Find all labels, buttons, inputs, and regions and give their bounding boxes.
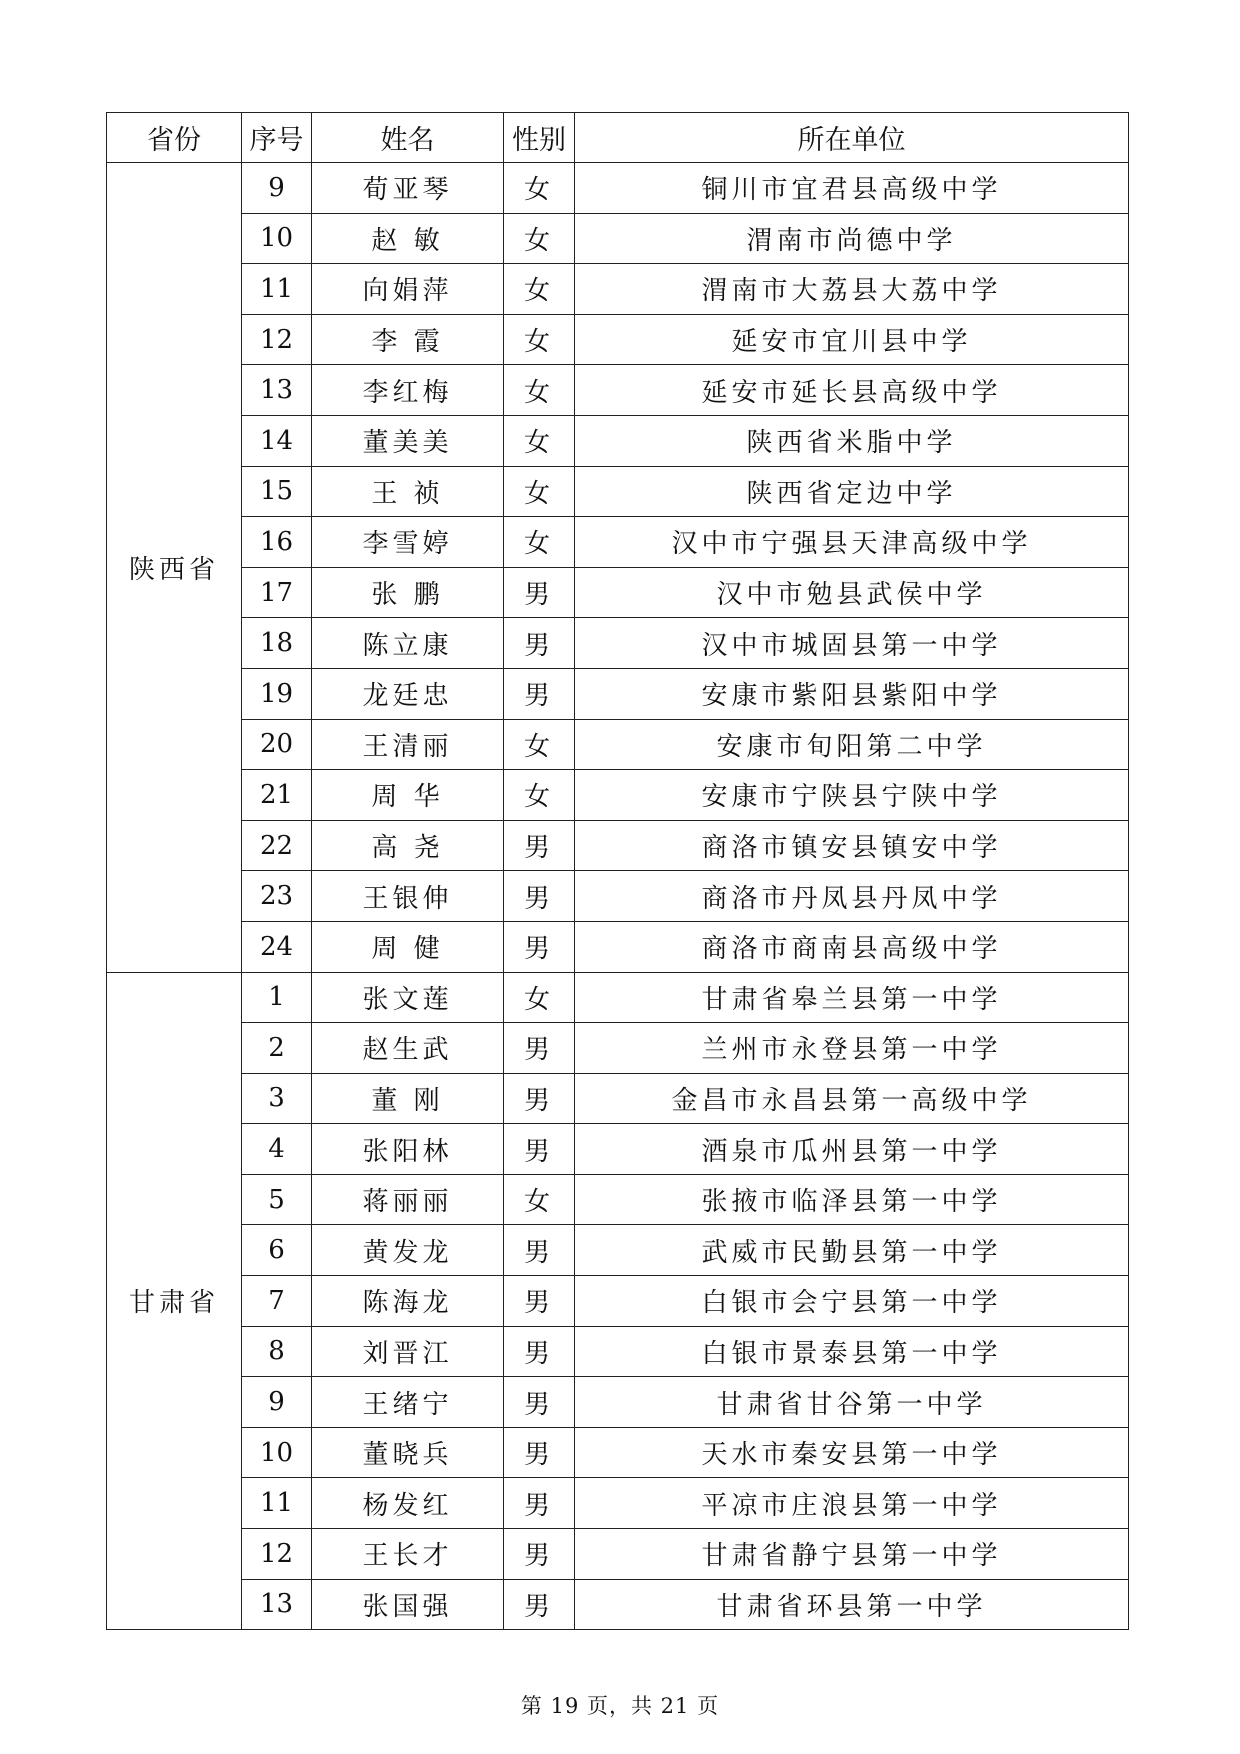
row-number-cell: 21 bbox=[242, 770, 312, 821]
unit-cell: 安康市紫阳县紫阳中学 bbox=[575, 668, 1129, 719]
table-row bbox=[107, 213, 1129, 264]
name-cell: 向娟萍 bbox=[312, 264, 504, 315]
gender-cell: 男 bbox=[504, 1478, 575, 1529]
name-cell: 刘晋江 bbox=[312, 1326, 504, 1377]
table-row bbox=[107, 1023, 1129, 1074]
table-row bbox=[107, 1276, 1129, 1327]
row-number-cell: 13 bbox=[242, 1579, 312, 1630]
province-cell: 甘肃省 bbox=[107, 972, 242, 1630]
gender-cell: 女 bbox=[504, 719, 575, 770]
gender-cell: 女 bbox=[504, 466, 575, 517]
province-cell: 陕西省 bbox=[107, 163, 242, 973]
gender-cell: 男 bbox=[504, 871, 575, 922]
unit-cell: 白银市会宁县第一中学 bbox=[575, 1276, 1129, 1327]
name-cell: 王 祯 bbox=[312, 466, 504, 517]
row-number-cell: 15 bbox=[242, 466, 312, 517]
table-row bbox=[107, 1529, 1129, 1580]
row-number-cell: 6 bbox=[242, 1225, 312, 1276]
row-number-cell: 7 bbox=[242, 1276, 312, 1327]
gender-cell: 男 bbox=[504, 1377, 575, 1428]
name-cell: 杨发红 bbox=[312, 1478, 504, 1529]
name-cell: 王银伸 bbox=[312, 871, 504, 922]
name-cell: 陈立康 bbox=[312, 618, 504, 669]
name-cell: 赵生武 bbox=[312, 1023, 504, 1074]
unit-cell: 商洛市丹凤县丹凤中学 bbox=[575, 871, 1129, 922]
row-number-cell: 2 bbox=[242, 1023, 312, 1074]
row-number-cell: 24 bbox=[242, 921, 312, 972]
unit-cell: 武威市民勤县第一中学 bbox=[575, 1225, 1129, 1276]
unit-cell: 汉中市城固县第一中学 bbox=[575, 618, 1129, 669]
unit-cell: 酒泉市瓜州县第一中学 bbox=[575, 1124, 1129, 1175]
gender-cell: 男 bbox=[504, 1529, 575, 1580]
gender-cell: 男 bbox=[504, 1023, 575, 1074]
gender-cell: 男 bbox=[504, 1225, 575, 1276]
unit-cell: 甘肃省甘谷第一中学 bbox=[575, 1377, 1129, 1428]
row-number-cell: 9 bbox=[242, 1377, 312, 1428]
table-row bbox=[107, 1377, 1129, 1428]
unit-cell: 安康市旬阳第二中学 bbox=[575, 719, 1129, 770]
gender-cell: 男 bbox=[504, 668, 575, 719]
table-row bbox=[107, 415, 1129, 466]
gender-cell: 女 bbox=[504, 415, 575, 466]
table-row bbox=[107, 1478, 1129, 1529]
name-cell: 张 鹏 bbox=[312, 567, 504, 618]
header-unit: 所在单位 bbox=[575, 113, 1129, 163]
name-cell: 周 华 bbox=[312, 770, 504, 821]
name-cell: 高 尧 bbox=[312, 820, 504, 871]
row-number-cell: 8 bbox=[242, 1326, 312, 1377]
gender-cell: 女 bbox=[504, 163, 575, 214]
header-gender: 性别 bbox=[504, 113, 575, 163]
name-cell: 李雪婷 bbox=[312, 517, 504, 568]
gender-cell: 男 bbox=[504, 820, 575, 871]
header-name: 姓名 bbox=[312, 113, 504, 163]
table-row bbox=[107, 567, 1129, 618]
unit-cell: 甘肃省环县第一中学 bbox=[575, 1579, 1129, 1630]
row-number-cell: 16 bbox=[242, 517, 312, 568]
row-number-cell: 1 bbox=[242, 972, 312, 1023]
unit-cell: 延安市宜川县中学 bbox=[575, 314, 1129, 365]
table-row bbox=[107, 1073, 1129, 1124]
name-cell: 张国强 bbox=[312, 1579, 504, 1630]
table-row bbox=[107, 719, 1129, 770]
table-row bbox=[107, 314, 1129, 365]
gender-cell: 男 bbox=[504, 567, 575, 618]
unit-cell: 天水市秦安县第一中学 bbox=[575, 1427, 1129, 1478]
unit-cell: 白银市景泰县第一中学 bbox=[575, 1326, 1129, 1377]
gender-cell: 男 bbox=[504, 1326, 575, 1377]
gender-cell: 女 bbox=[504, 972, 575, 1023]
row-number-cell: 11 bbox=[242, 1478, 312, 1529]
gender-cell: 女 bbox=[504, 314, 575, 365]
gender-cell: 女 bbox=[504, 213, 575, 264]
table-row bbox=[107, 1579, 1129, 1630]
row-number-cell: 23 bbox=[242, 871, 312, 922]
name-cell: 董 刚 bbox=[312, 1073, 504, 1124]
unit-cell: 陕西省定边中学 bbox=[575, 466, 1129, 517]
unit-cell: 商洛市商南县高级中学 bbox=[575, 921, 1129, 972]
name-cell: 张文莲 bbox=[312, 972, 504, 1023]
row-number-cell: 10 bbox=[242, 213, 312, 264]
roster-table bbox=[106, 112, 1129, 1630]
unit-cell: 渭南市大荔县大荔中学 bbox=[575, 264, 1129, 315]
table-row bbox=[107, 770, 1129, 821]
unit-cell: 兰州市永登县第一中学 bbox=[575, 1023, 1129, 1074]
row-number-cell: 11 bbox=[242, 264, 312, 315]
name-cell: 董美美 bbox=[312, 415, 504, 466]
row-number-cell: 19 bbox=[242, 668, 312, 719]
row-number-cell: 20 bbox=[242, 719, 312, 770]
gender-cell: 女 bbox=[504, 1174, 575, 1225]
name-cell: 李红梅 bbox=[312, 365, 504, 416]
row-number-cell: 22 bbox=[242, 820, 312, 871]
header-no: 序号 bbox=[242, 113, 312, 163]
name-cell: 周 健 bbox=[312, 921, 504, 972]
unit-cell: 渭南市尚德中学 bbox=[575, 213, 1129, 264]
unit-cell: 平凉市庄浪县第一中学 bbox=[575, 1478, 1129, 1529]
page-footer: 第 19 页，共 21 页 bbox=[520, 1694, 720, 1718]
table-row bbox=[107, 1124, 1129, 1175]
gender-cell: 女 bbox=[504, 517, 575, 568]
header-row bbox=[107, 113, 1129, 163]
row-number-cell: 3 bbox=[242, 1073, 312, 1124]
table-row bbox=[107, 466, 1129, 517]
gender-cell: 男 bbox=[504, 618, 575, 669]
name-cell: 王清丽 bbox=[312, 719, 504, 770]
table-row bbox=[107, 1225, 1129, 1276]
table-row bbox=[107, 921, 1129, 972]
header-province: 省份 bbox=[107, 113, 242, 163]
name-cell: 王绪宁 bbox=[312, 1377, 504, 1428]
table-row bbox=[107, 668, 1129, 719]
gender-cell: 女 bbox=[504, 770, 575, 821]
unit-cell: 汉中市勉县武侯中学 bbox=[575, 567, 1129, 618]
name-cell: 张阳林 bbox=[312, 1124, 504, 1175]
table-row bbox=[107, 1326, 1129, 1377]
gender-cell: 女 bbox=[504, 264, 575, 315]
unit-cell: 铜川市宜君县高级中学 bbox=[575, 163, 1129, 214]
table-row bbox=[107, 365, 1129, 416]
unit-cell: 甘肃省皋兰县第一中学 bbox=[575, 972, 1129, 1023]
gender-cell: 男 bbox=[504, 1579, 575, 1630]
row-number-cell: 9 bbox=[242, 163, 312, 214]
unit-cell: 延安市延长县高级中学 bbox=[575, 365, 1129, 416]
unit-cell: 张掖市临泽县第一中学 bbox=[575, 1174, 1129, 1225]
name-cell: 蒋丽丽 bbox=[312, 1174, 504, 1225]
table-row bbox=[107, 1174, 1129, 1225]
table-row bbox=[107, 618, 1129, 669]
name-cell: 李 霞 bbox=[312, 314, 504, 365]
name-cell: 董晓兵 bbox=[312, 1427, 504, 1478]
unit-cell: 安康市宁陕县宁陕中学 bbox=[575, 770, 1129, 821]
gender-cell: 男 bbox=[504, 1427, 575, 1478]
row-number-cell: 14 bbox=[242, 415, 312, 466]
table-row bbox=[107, 871, 1129, 922]
table-row bbox=[107, 820, 1129, 871]
gender-cell: 男 bbox=[504, 1276, 575, 1327]
table-row bbox=[107, 163, 1129, 214]
gender-cell: 女 bbox=[504, 365, 575, 416]
row-number-cell: 17 bbox=[242, 567, 312, 618]
gender-cell: 男 bbox=[504, 1124, 575, 1175]
row-number-cell: 5 bbox=[242, 1174, 312, 1225]
table-row bbox=[107, 972, 1129, 1023]
gender-cell: 男 bbox=[504, 921, 575, 972]
row-number-cell: 12 bbox=[242, 314, 312, 365]
table-row bbox=[107, 517, 1129, 568]
name-cell: 黄发龙 bbox=[312, 1225, 504, 1276]
roster-body bbox=[107, 163, 1129, 1630]
row-number-cell: 4 bbox=[242, 1124, 312, 1175]
row-number-cell: 18 bbox=[242, 618, 312, 669]
row-number-cell: 10 bbox=[242, 1427, 312, 1478]
gender-cell: 男 bbox=[504, 1073, 575, 1124]
table-row bbox=[107, 1427, 1129, 1478]
unit-cell: 陕西省米脂中学 bbox=[575, 415, 1129, 466]
name-cell: 赵 敏 bbox=[312, 213, 504, 264]
name-cell: 龙廷忠 bbox=[312, 668, 504, 719]
unit-cell: 汉中市宁强县天津高级中学 bbox=[575, 517, 1129, 568]
unit-cell: 商洛市镇安县镇安中学 bbox=[575, 820, 1129, 871]
name-cell: 王长才 bbox=[312, 1529, 504, 1580]
row-number-cell: 13 bbox=[242, 365, 312, 416]
name-cell: 荀亚琴 bbox=[312, 163, 504, 214]
unit-cell: 金昌市永昌县第一高级中学 bbox=[575, 1073, 1129, 1124]
table-row bbox=[107, 264, 1129, 315]
row-number-cell: 12 bbox=[242, 1529, 312, 1580]
unit-cell: 甘肃省静宁县第一中学 bbox=[575, 1529, 1129, 1580]
name-cell: 陈海龙 bbox=[312, 1276, 504, 1327]
